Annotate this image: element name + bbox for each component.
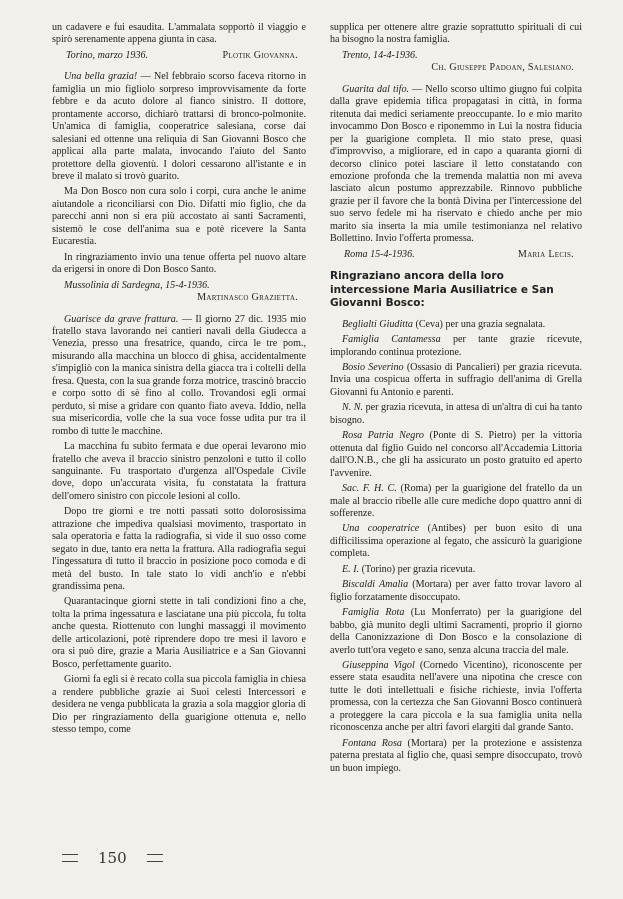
signature-name: Maria Lecis. xyxy=(517,248,574,260)
letter-paragraph: Guarisce da grave frattura. — Il giorno 27 dic. 1935 mio fratello stava lavorando nei cantieri navali della Giudecca a Venezia, presso una fresatrice, quando, circa le tre pom., misurando alla macchina un blocco di ghisa, accidentalmente s'impigliò con la manica sinistra della giacca tra i coltelli della fresa. Questa, con la sua grande forza motrice, trascinò braccio e corpo sotto di sè fino al collo. Trovandosi egli ormai perduto, si mise a gridare con quanto fiato aveva. Iddio, nella sua misericordia, volle che la sua voce fosse udita pur tra il rombo di tutte le macchine. xyxy=(52,313,306,437)
signature-place-date: Roma 15-4-1936. xyxy=(344,248,415,260)
signature-line xyxy=(52,292,306,304)
footer-ornament-left xyxy=(62,854,78,862)
section-heading: Ringraziano ancora della loro intercessione Maria Ausiliatrice e San Giovanni Bosco: xyxy=(330,270,554,310)
thanks-entry xyxy=(330,319,582,331)
signature-name: Plotik Giovanna. xyxy=(222,49,298,61)
left-column xyxy=(52,22,306,739)
continued-letter-text: un cadavere e fui esaudita. L'ammalata sopportò il viaggio e spirò serenamente appena giunta in casa. xyxy=(52,22,306,46)
thanks-entry-text: (Cornedo Vicentino), riconoscente per essere stata esaudita nell'avere una nipotina che cresce con tutte le doti intellettuali e fisiche richieste, invia l'offerta promessa, con la certezza che San Giovanni Bosco continuerà a proteggere la cara piccola e la sua famiglia unita nella riconoscenza anche per altri favori elargiti dal grande Santo. xyxy=(330,659,582,734)
thanks-entry-text: (Mortara) per aver fatto trovar lavoro al figlio forzatamente disoccupato. xyxy=(330,579,582,603)
thanks-entry xyxy=(330,334,582,359)
thanks-entry xyxy=(330,564,582,576)
letter-paragraph: Dopo tre giorni e tre notti passati sotto dolorosissima attrazione che impediva qualsiasi movimento, trasportato in sala operatoria e fatta la radiografia, si vide il suo osso come segato in due, tanto era netta la frattura. Alla radiografia seguì l'ingessatura di tutto il braccio in posizione poco comoda e di metà del busto. In tale stato lo vidi anch'io e n'ebbi grandissima pena. xyxy=(52,506,306,593)
thanks-entry-name: Beglialti Giuditta xyxy=(342,318,413,330)
signature-place-date: Mussolinia di Sardegna, 15-4-1936. xyxy=(64,279,210,291)
letter-paragraph: Quarantacinque giorni stette in tali condizioni fino a che, tolta la prima ingessatura e lasciatane una più piccola, fu tolta anche questa. Riottenuto con lunghi massaggi il movimento delle articolazioni, potè riprendere dopo tre mesi il lavoro e ora si può dire, grazie a Maria Ausiliatrice e a San Giovanni Bosco, perfettamente guarito. xyxy=(52,596,306,670)
thanks-entry-name: Rosa Patria Negro xyxy=(342,430,424,442)
thanks-entry-name: N. N. xyxy=(342,402,364,414)
thanks-entry-text: (Ossasio di Pancalieri) per grazia ricevuta. Invia una cospicua offerta in suffragio dell'anima di Grella Giovanni fu Antonio e parenti. xyxy=(330,362,582,398)
thanks-entry-name: Giuseppina Vigol xyxy=(342,659,415,671)
thanks-entry-name: Famiglia Cantamessa xyxy=(342,334,441,346)
thanks-entry xyxy=(330,523,582,560)
thanks-entry xyxy=(330,483,582,520)
thanks-entry-name: Una cooperatrice xyxy=(342,523,420,535)
page-number: 150 xyxy=(98,849,127,867)
letter-paragraph: Giorni fa egli si è recato colla sua piccola famiglia in chiesa a rendere pubbliche grazie ai Suoi celesti Intercessori e desidera ne venga pubblicata la grazia a sola maggior gloria di Dio per ringraziamento della guarigione ottenuta e, nello stesso tempo, come xyxy=(52,674,306,736)
page-footer xyxy=(62,849,163,867)
thanks-entry-text: per grazia ricevuta, in attesa di un'altra di cui ha tanto bisogno. xyxy=(330,402,582,426)
letter-paragraph: La macchina fu subito fermata e due operai levarono mio fratello che aveva il braccio sinistro penzoloni e tutto il collo sanguinante. Fu trasportato d'urgenza all'Ospedale Civile dove, dopo un'accurata visita, fu constatata la frattura dell'omero sinistro con piccole lesioni al collo. xyxy=(52,441,306,502)
thanks-entry xyxy=(330,738,582,775)
signature-line xyxy=(52,50,306,62)
signature-place-date: Torino, marzo 1936. xyxy=(66,49,149,61)
letter-title: Una bella grazia! xyxy=(64,71,138,83)
thanks-entry-text: (Antibes) per buon esito di una difficilissima operazione al fegato, che assicurò la guarigione completa. xyxy=(330,523,582,560)
thanks-entry-text: (Mortara) per la protezione e assistenza paterna prestata al figlio che, quasi sempre disoccupato, trovò un buon impiego. xyxy=(330,737,583,774)
thanks-entry xyxy=(330,362,582,399)
thanks-entry-name: Bosio Severino xyxy=(342,362,404,374)
thanks-entry xyxy=(330,607,582,657)
letter-title: Guarita dal tifo. xyxy=(342,83,410,95)
letter-paragraph: In ringraziamento invio una tenue offerta pel nuovo altare da erigersi in onore di Don Bosco Santo. xyxy=(52,251,306,276)
thanks-entry xyxy=(330,402,582,427)
thanks-entry-text: (Lu Monferrato) per la guarigione del babbo, già munito degli ultimi Sacramenti, proprio il giorno della Canonizzazione di Don Bosco e la consolazione di averlo tutt'ora vegeto e sano, senza alcuna traccia del male. xyxy=(330,607,582,656)
thanks-list xyxy=(330,319,582,775)
signature-line xyxy=(330,62,582,74)
thanks-entry xyxy=(330,660,582,735)
thanks-entry-text: (Ponte di S. Pietro) per la vittoria ottenuta dal figlio Guido nel concorso all'Accademia Littoria dall'O.N.B., che gli ha assicurato un posto gratuito ed aperto l'avvenire. xyxy=(330,430,583,479)
thanks-entry-text: per tante grazie ricevute, implorando continua protezione. xyxy=(330,334,582,358)
thanks-entry xyxy=(330,579,582,604)
thanks-entry-name: Famiglia Rota xyxy=(342,607,405,619)
thanks-entry xyxy=(330,430,582,480)
letter-paragraph: Ma Don Bosco non cura solo i corpi, cura anche le anime aiutandole a riconciliarsi con Dio. Difatti mio figlio, che da parecchi anni non si era più accostato ai santi Sacramenti, sistemò le cose dell'anima sua e potè ricevere la Santa Eucarestia. xyxy=(52,186,306,248)
signature-place-date: Trento, 14-4-1936. xyxy=(342,49,418,61)
signature-line xyxy=(330,249,582,261)
footer-ornament-right xyxy=(147,854,163,862)
right-column xyxy=(330,22,582,778)
thanks-entry-text: (Ceva) per una grazia segnalata. xyxy=(412,318,546,330)
thanks-entry-text: (Torino) per grazia ricevuta. xyxy=(359,563,476,575)
thanks-entry-name: E. I. xyxy=(342,563,360,575)
signature-name: Martinasco Grazietta. xyxy=(197,292,298,304)
letter-paragraph: Una bella grazia! — Nel febbraio scorso faceva ritorno in famiglia un mio figliolo sorpreso improvvisamente da forte febbre e da acuto dolore al fianco sinistro. Il dottore, prontamente accorso, dichiarò trattarsi di bronco-polmonite. Un'amica di famiglia, cooperatrice salesiana, corse dai salesiani ed ottenne una reliquia di San Giovanni Bosco che applicai alla parte malata, invocando l'aiuto del Santo protettore della gioventù. I dolori cessarono all'istante e in breve il malato si trovò guarito. xyxy=(52,71,306,182)
continued-letter-text: supplica per ottenere altre grazie soprattutto spirituali di cui ha bisogno la nostra famiglia. xyxy=(330,22,582,46)
thanks-entry-name: Sac. F. H. C. xyxy=(342,483,397,495)
thanks-entry-name: Fontana Rosa xyxy=(342,737,402,749)
thanks-entry-name: Biscaldi Amalia xyxy=(342,579,409,591)
letter-paragraph: Guarita dal tifo. — Nello scorso ultimo giugno fui colpita dalla grave epidemia tifica propagatasi in città, in forma ritenuta dai medici seriamente preoccupante. Io e mio marito invocammo Don Bosco e riponemmo in Lui la nostra fiducia per la guarigione completa. Il mio stato prese, quasi d'improvviso, a migliorare, ed in capo a quaranta giorni di decorso clinico potei lasciare il letto constatando con emozione profonda che la tremenda malattia non mi aveva lasciato alcun postumo apprezzabile. Rinnovo pubbliche grazie per il favore che la bontà Divina per l'intercessione del suo servo fedele mi ha riservato e chiedo anche per mio marito sia inserta la mia umile testimonianza nel relativo Bollettino. Invio l'offerta promessa. xyxy=(330,83,582,245)
signature-name: Ch. Giuseppe Padoan, Salesiano. xyxy=(431,62,574,74)
thanks-entry-text: (Roma) per la guarigione del fratello da un male al braccio ribelle alle cure mediche dopo quattro anni di sofferenze. xyxy=(330,483,583,519)
letter-title: Guarisce da grave frattura. xyxy=(64,313,179,325)
